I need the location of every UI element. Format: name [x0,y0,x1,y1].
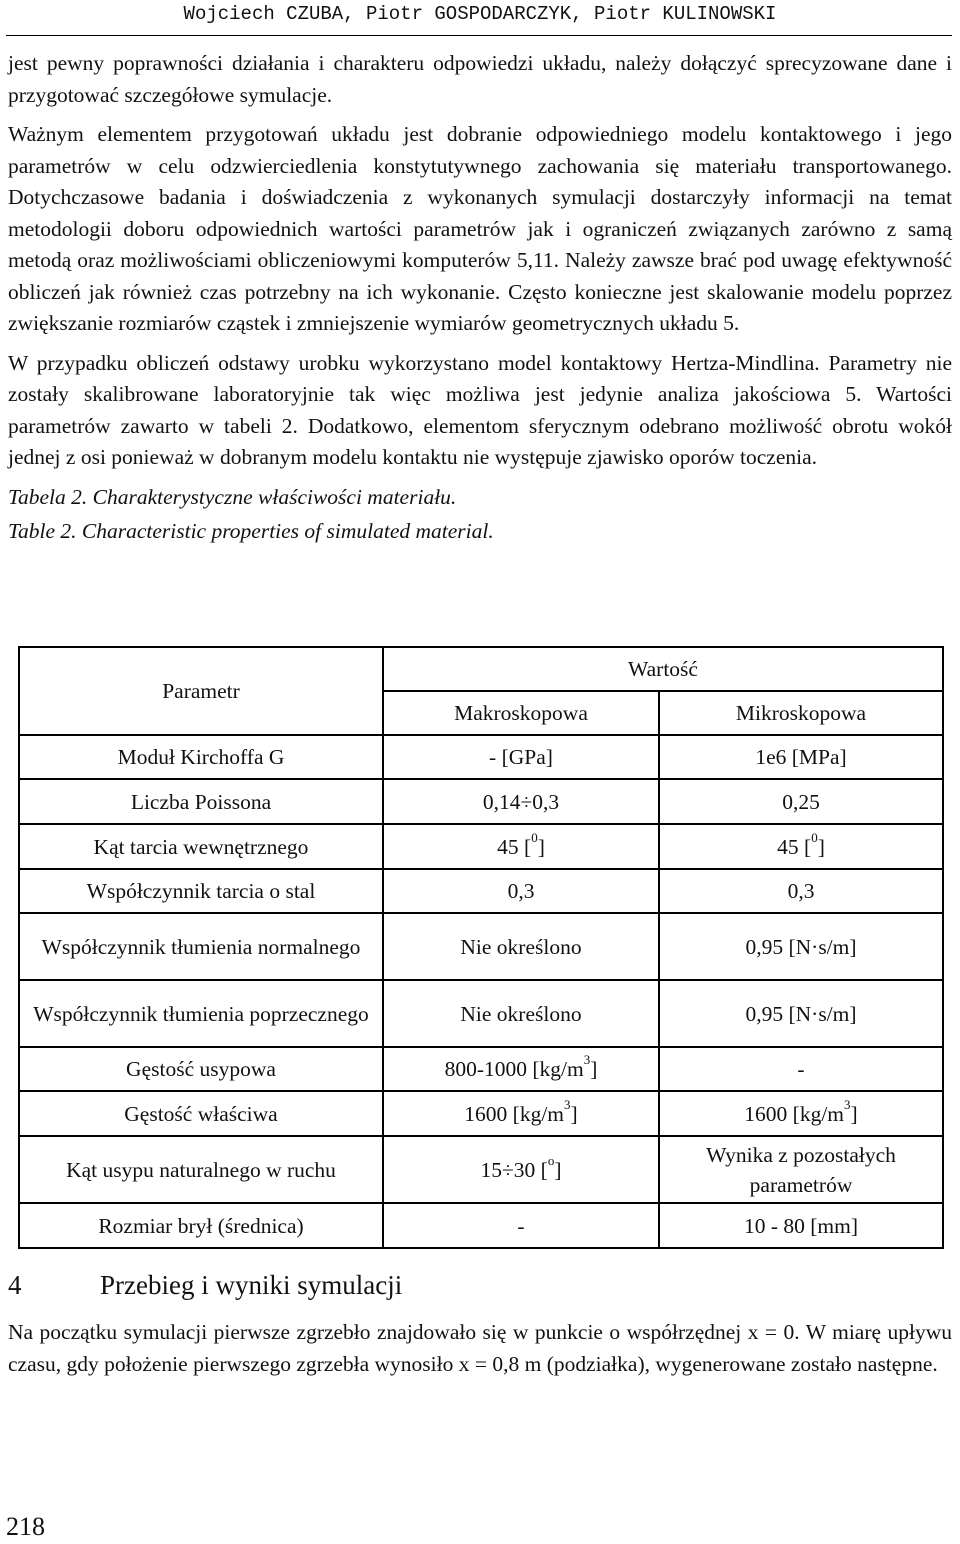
row-param: Rozmiar brył (średnica) [19,1203,383,1248]
table-row [19,1091,943,1136]
header-macro: Makroskopowa [383,691,659,735]
paragraph-4: Na początku symulacji pierwsze zgrzebło znajdowało się w punkcie o współrzędnej x = 0. W miarę upływu czasu, gdy położenie pierwszego zgrzebła wynosiło x = 0,8 m (podziałka), wygenerowane zostało następne. [8,1320,952,1376]
body-text [8,48,952,548]
section-title: Przebieg i wyniki symulacji [100,1270,403,1300]
header-authors: Wojciech CZUBA, Piotr GOSPODARCZYK, Piotr KULINOWSKI [183,3,777,25]
section-heading [8,1270,402,1301]
row-param: Gęstość usypowa [19,1047,383,1091]
row-macro: 0,14÷0,3 [383,779,659,824]
table-row [19,1136,943,1203]
paragraph-1: jest pewny poprawności działania i charakteru odpowiedzi układu, należy dołączyć sprecyzowane dane i przygotować szczegółowe symulacje. [8,51,952,107]
paragraph-2: Ważnym elementem przygotowań układu jest dobranie odpowiedniego modelu kontaktowego i jego parametrów w celu odzwierciedlenia konstytutywnego zachowania się materiału transportowanego. Dotychczasowe badania i doświadczenia z wykonanych symulacji dostarczyły informacji na temat metodologii doboru odpowiednich wartości parametrów jak i ograniczeń związanych zarówno z samą metodą oraz możliwościami obliczeniowymi komputerów 5,11. Należy zawsze brać pod uwagę efektywność obliczeń jak również czas potrzebny na ich wykonanie. Często konieczne jest skalowanie modelu poprzez zwiększanie rozmiarów cząstek i zmniejszenie wymiarów geometrycznych układu 5. [8,122,952,335]
row-macro: 1600 $[kg/m^3]$ [383,1091,659,1136]
row-param: Kąt tarcia wewnętrznego [19,824,383,869]
row-micro: 0,95 [N·s/m] [659,980,943,1047]
row-param: Współczynnik tłumienia poprzecznego [19,980,383,1047]
row-micro: 1600 $[kg/m^3]$ [659,1091,943,1136]
running-header [0,0,960,44]
table-row [19,913,943,980]
row-param: Współczynnik tłumienia normalnego [19,913,383,980]
row-micro: 0,3 [659,869,943,913]
row-macro: 45 [$^0$] [383,824,659,869]
row-micro: 10 - 80 [mm] [659,1203,943,1248]
header-micro: Mikroskopowa [659,691,943,735]
page-number: 218 [6,1512,45,1541]
table-caption-pl: Tabela 2. Charakterystyczne właściwości materiału. [8,484,457,509]
row-param: Kąt usypu naturalnego w ruchu [19,1136,383,1203]
row-macro: - [383,1203,659,1248]
table-row [19,980,943,1047]
header-param: Parametr [19,647,383,735]
row-param: Współczynnik tarcia o stal [19,869,383,913]
closing-text [8,1317,952,1380]
table-row [19,1203,943,1248]
table-row [19,869,943,913]
row-macro: 800-1000 $[kg/m^3]$ [383,1047,659,1091]
row-macro: 15÷30 [$^o$] [383,1136,659,1203]
table-row [19,824,943,869]
row-micro: - [659,1047,943,1091]
row-macro: Nie określono [383,913,659,980]
row-micro: 0,95 [N·s/m] [659,913,943,980]
row-macro: - [GPa] [383,735,659,779]
row-param: Gęstość właściwa [19,1091,383,1136]
row-macro: 0,3 [383,869,659,913]
section-number: 4 [8,1270,22,1300]
row-micro: Wynika z pozostałych parametrów [659,1136,943,1203]
header-rule [6,35,952,36]
row-param: Liczba Poissona [19,779,383,824]
table-row [19,779,943,824]
header-value: Wartość [383,647,943,691]
row-param: Moduł Kirchoffa G [19,735,383,779]
row-micro: 45 [$^0$] [659,824,943,869]
properties-table [18,646,944,1249]
paragraph-3: W przypadku obliczeń odstawy urobku wykorzystano model kontaktowy Hertza-Mindlina. Parametry nie zostały skalibrowane laboratoryjnie tak więc możliwa jest jedynie analiza jakościowa 5. Wartości parametrów zawarto w tabeli 2. Dodatkowo, elementom sferycznym odebrano możliwość obrotu wokół jednej z osi ponieważ w dobranym modelu kontaktu nie występuje zjawisko oporów toczenia. [8,350,952,469]
row-micro: 1e6 [MPa] [659,735,943,779]
table-caption-en: Table 2. Characteristic properties of simulated material. [8,519,494,543]
row-micro: 0,25 [659,779,943,824]
table-row [19,735,943,779]
row-macro: Nie określono [383,980,659,1047]
table-row [19,1047,943,1091]
